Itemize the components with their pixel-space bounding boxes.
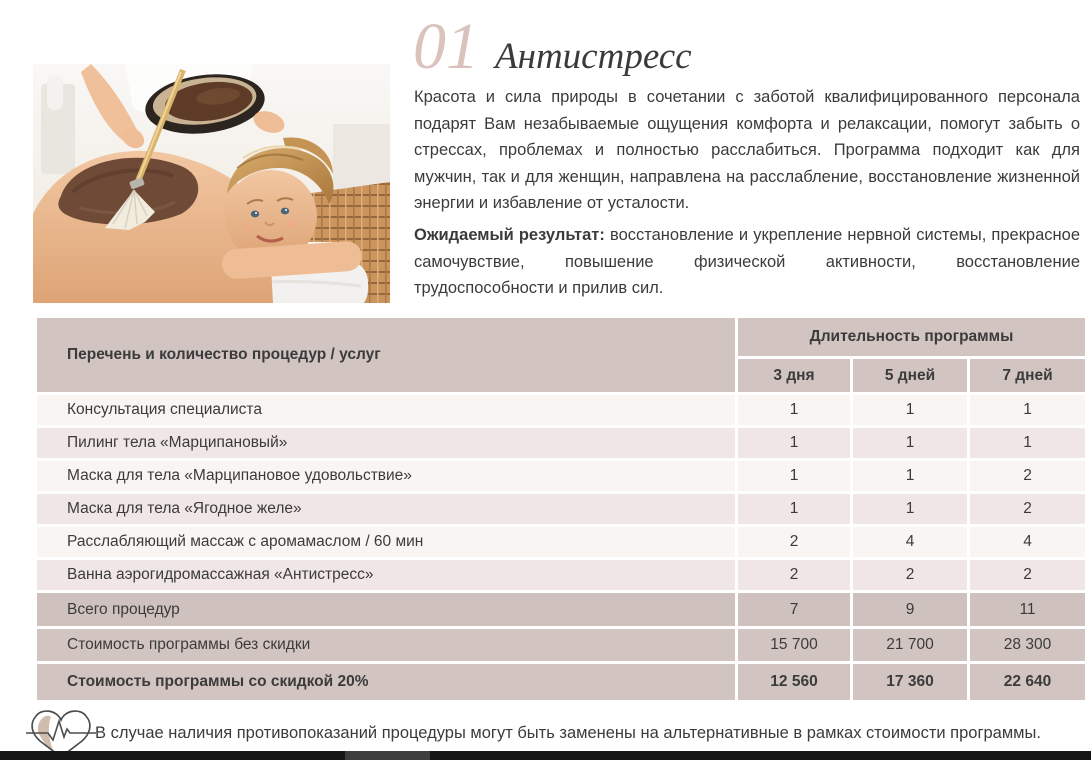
- expected-result-text: восстановление и укрепление нервной системы, прекрасное самочувствие, повышение физической активности, восстановление трудоспособности и прилив сил.: [414, 226, 1080, 297]
- table-cell: 1: [738, 494, 850, 524]
- table-header-duration: Длительность программы: [738, 318, 1085, 356]
- section-header: [413, 10, 692, 83]
- table-price-label: Стоимость программы без скидки: [37, 629, 735, 661]
- table-header-3-days: 3 дня: [738, 359, 850, 392]
- table-cell: 1: [738, 395, 850, 425]
- spa-photo-illustration: [33, 64, 390, 303]
- table-discount-cell: 22 640: [970, 664, 1085, 700]
- table-cell: 2: [853, 560, 967, 590]
- table-discount-cell: 12 560: [738, 664, 850, 700]
- table-cell: 2: [970, 560, 1085, 590]
- table-row-label: Маска для тела «Ягодное желе»: [37, 494, 735, 524]
- spa-photo: [33, 64, 390, 303]
- program-price-table: [37, 318, 1085, 700]
- table-cell: 1: [853, 461, 967, 491]
- table-cell: 1: [853, 428, 967, 458]
- footer-note: В случае наличия противопоказаний процедуры могут быть заменены на альтернативные в рамках стоимости программы.: [95, 724, 1041, 742]
- table-total-cell: 9: [853, 593, 967, 626]
- bottom-bar: [0, 751, 1091, 760]
- section-number: 01: [413, 10, 479, 83]
- table-total-cell: 11: [970, 593, 1085, 626]
- table-total-label: Всего процедур: [37, 593, 735, 626]
- table-price-cell: 21 700: [853, 629, 967, 661]
- table-cell: 2: [970, 461, 1085, 491]
- table-row-label: Пилинг тела «Марципановый»: [37, 428, 735, 458]
- table-row-label: Консультация специалиста: [37, 395, 735, 425]
- table-total-cell: 7: [738, 593, 850, 626]
- section-title: Антистресс: [495, 36, 692, 77]
- intro-paragraph: Красота и сила природы в сочетании с заботой квалифицированного персонала подарят Вам незабываемые ощущения комфорта и релаксации, помогут забыть о стрессах, проблемах и полностью расслабиться. Программа подходит как для мужчин, так и для женщин, направлена на расслабление, восстановление жизненной энергии и избавление от усталости.: [414, 88, 1080, 212]
- table-cell: 4: [970, 527, 1085, 557]
- table-cell: 2: [738, 527, 850, 557]
- table-price-cell: 15 700: [738, 629, 850, 661]
- table-header-7-days: 7 дней: [970, 359, 1085, 392]
- table-price-cell: 28 300: [970, 629, 1085, 661]
- bottom-bar-segment: [345, 751, 430, 760]
- table-cell: 4: [853, 527, 967, 557]
- expected-result-paragraph: [414, 222, 1080, 302]
- table-cell: 1: [970, 428, 1085, 458]
- table-row-label: Маска для тела «Марципановое удовольствие»: [37, 461, 735, 491]
- table-cell: 1: [738, 428, 850, 458]
- table-discount-label: Стоимость программы со скидкой 20%: [37, 664, 735, 700]
- table-cell: 1: [738, 461, 850, 491]
- table-row-label: Расслабляющий массаж с аромамаслом / 60 мин: [37, 527, 735, 557]
- table-cell: 1: [853, 395, 967, 425]
- table-discount-cell: 17 360: [853, 664, 967, 700]
- table-row-label: Ванна аэрогидромассажная «Антистресс»: [37, 560, 735, 590]
- table-cell: 2: [970, 494, 1085, 524]
- expected-result-label: Ожидаемый результат:: [414, 226, 605, 244]
- table-cell: 2: [738, 560, 850, 590]
- table-cell: 1: [853, 494, 967, 524]
- table-header-services: Перечень и количество процедур / услуг: [37, 318, 735, 392]
- table-header-5-days: 5 дней: [853, 359, 967, 392]
- table-cell: 1: [970, 395, 1085, 425]
